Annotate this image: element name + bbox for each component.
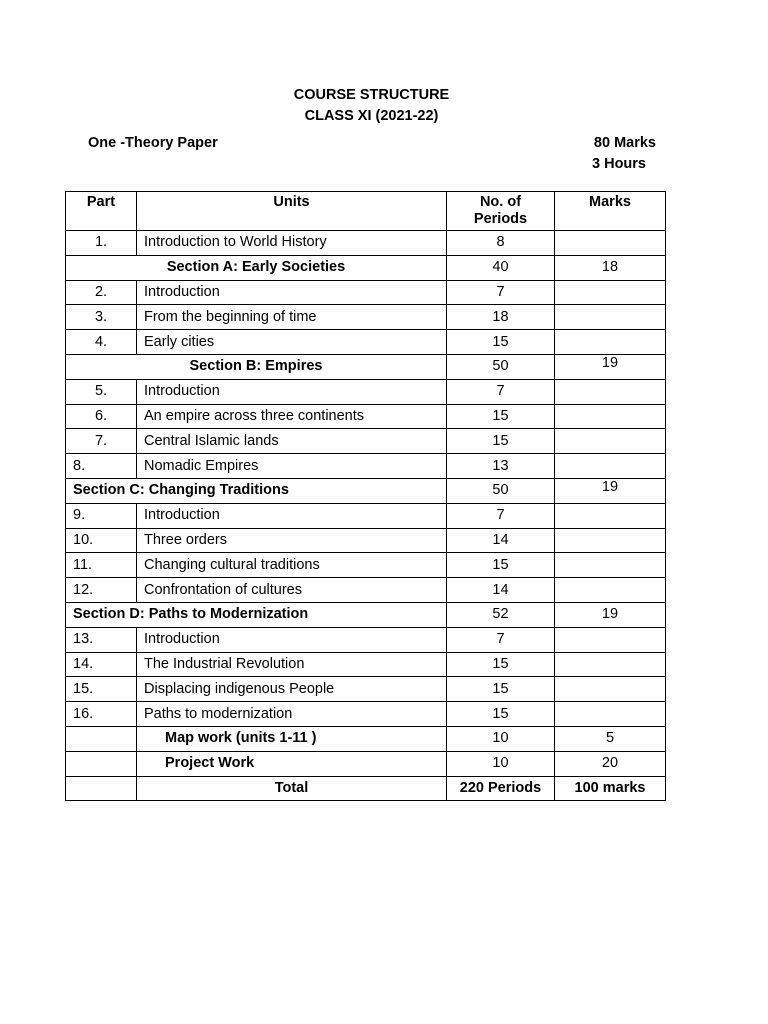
part-cell: 14.: [66, 652, 137, 677]
unit-cell: Introduction: [137, 280, 447, 305]
part-cell: 13.: [66, 627, 137, 652]
unit-cell: Introduction to World History: [137, 231, 447, 256]
marks-cell: [555, 379, 666, 404]
total-marks: 100 marks: [555, 776, 666, 801]
periods-cell: 7: [447, 503, 555, 528]
unit-cell: From the beginning of time: [137, 305, 447, 330]
part-cell: 15.: [66, 677, 137, 702]
periods-cell: 8: [447, 231, 555, 256]
unit-cell: Central Islamic lands: [137, 429, 447, 454]
marks-cell: [555, 231, 666, 256]
marks-cell: [555, 454, 666, 479]
periods-cell: 15: [447, 429, 555, 454]
periods-cell: 15: [447, 553, 555, 578]
marks-cell: [555, 429, 666, 454]
table-header-row: [66, 192, 666, 231]
table-row: [66, 503, 666, 528]
marks-cell: 18: [555, 255, 666, 280]
periods-cell: 7: [447, 627, 555, 652]
part-cell: 1.: [66, 231, 137, 256]
part-cell: [66, 726, 137, 751]
table-row: [66, 404, 666, 429]
periods-cell: 10: [447, 751, 555, 776]
course-structure-table: [65, 191, 666, 801]
unit-cell: Early cities: [137, 330, 447, 355]
section-row: [66, 478, 666, 503]
part-cell: 7.: [66, 429, 137, 454]
total-label: Total: [137, 776, 447, 801]
unit-cell: Introduction: [137, 379, 447, 404]
marks-cell: [555, 280, 666, 305]
part-cell: [66, 776, 137, 801]
marks-cell: [555, 578, 666, 603]
periods-cell: 7: [447, 280, 555, 305]
periods-cell: 7: [447, 379, 555, 404]
periods-cell: 15: [447, 404, 555, 429]
document-title: COURSE STRUCTURE: [293, 87, 450, 103]
table-row: [66, 726, 666, 751]
table-row: [66, 702, 666, 727]
table-row: [66, 305, 666, 330]
part-cell: 2.: [66, 280, 137, 305]
table-row: [66, 677, 666, 702]
duration-label: 3 Hours: [592, 156, 646, 172]
unit-cell: Three orders: [137, 528, 447, 553]
unit-cell: Introduction: [137, 627, 447, 652]
table-row: [66, 751, 666, 776]
table-row: [66, 330, 666, 355]
periods-cell: 50: [447, 354, 555, 379]
marks-cell: [555, 330, 666, 355]
periods-cell: 13: [447, 454, 555, 479]
part-cell: 12.: [66, 578, 137, 603]
marks-cell: 19: [555, 602, 666, 627]
table-row: [66, 379, 666, 404]
paper-label: One -Theory Paper: [88, 135, 218, 151]
table-row: [66, 652, 666, 677]
unit-cell: Nomadic Empires: [137, 454, 447, 479]
marks-cell: [555, 677, 666, 702]
unit-cell: The Industrial Revolution: [137, 652, 447, 677]
periods-cell: 15: [447, 652, 555, 677]
part-cell: [66, 751, 137, 776]
unit-cell: Displacing indigenous People: [137, 677, 447, 702]
marks-cell: [555, 528, 666, 553]
part-cell: 8.: [66, 454, 137, 479]
table-row: [66, 280, 666, 305]
header-periods: No. of Periods: [447, 192, 555, 231]
marks-cell: [555, 503, 666, 528]
periods-cell: 15: [447, 330, 555, 355]
total-marks-label: 80 Marks: [593, 135, 656, 151]
header-marks: Marks: [555, 192, 666, 231]
table-row: [66, 528, 666, 553]
marks-cell: 20: [555, 751, 666, 776]
unit-cell: Introduction: [137, 503, 447, 528]
periods-cell: 15: [447, 702, 555, 727]
periods-cell: 18: [447, 305, 555, 330]
part-cell: 9.: [66, 503, 137, 528]
marks-cell: [555, 305, 666, 330]
marks-cell: 5: [555, 726, 666, 751]
marks-cell: [555, 702, 666, 727]
table-row: [66, 627, 666, 652]
section-row: [66, 602, 666, 627]
periods-cell: 14: [447, 578, 555, 603]
document-subtitle: CLASS XI (2021-22): [304, 108, 439, 124]
part-cell: 11.: [66, 553, 137, 578]
project-work-cell: Project Work: [137, 751, 447, 776]
periods-cell: 50: [447, 478, 555, 503]
unit-cell: Changing cultural traditions: [137, 553, 447, 578]
unit-cell: Paths to modernization: [137, 702, 447, 727]
section-d-heading: Section D: Paths to Modernization: [66, 602, 447, 627]
section-b-heading: Section B: Empires: [66, 354, 447, 379]
table-row: [66, 454, 666, 479]
table-row: [66, 231, 666, 256]
unit-cell: Confrontation of cultures: [137, 578, 447, 603]
part-cell: 3.: [66, 305, 137, 330]
part-cell: 6.: [66, 404, 137, 429]
part-cell: 10.: [66, 528, 137, 553]
part-cell: 16.: [66, 702, 137, 727]
marks-cell: 19: [555, 478, 666, 503]
section-row: [66, 354, 666, 379]
marks-cell: [555, 553, 666, 578]
marks-cell: 19: [555, 354, 666, 379]
section-a-heading: Section A: Early Societies: [66, 255, 447, 280]
periods-cell: 14: [447, 528, 555, 553]
total-periods: 220 Periods: [447, 776, 555, 801]
table-row: [66, 429, 666, 454]
part-cell: 4.: [66, 330, 137, 355]
table-row: [66, 553, 666, 578]
total-row: [66, 776, 666, 801]
table-row: [66, 578, 666, 603]
section-c-heading: Section C: Changing Traditions: [66, 478, 447, 503]
map-work-cell: Map work (units 1-11 ): [137, 726, 447, 751]
periods-cell: 52: [447, 602, 555, 627]
periods-cell: 40: [447, 255, 555, 280]
marks-cell: [555, 404, 666, 429]
marks-cell: [555, 627, 666, 652]
unit-cell: An empire across three continents: [137, 404, 447, 429]
marks-cell: [555, 652, 666, 677]
header-units: Units: [137, 192, 447, 231]
periods-cell: 15: [447, 677, 555, 702]
section-row: [66, 255, 666, 280]
periods-cell: 10: [447, 726, 555, 751]
header-part: Part: [66, 192, 137, 231]
part-cell: 5.: [66, 379, 137, 404]
